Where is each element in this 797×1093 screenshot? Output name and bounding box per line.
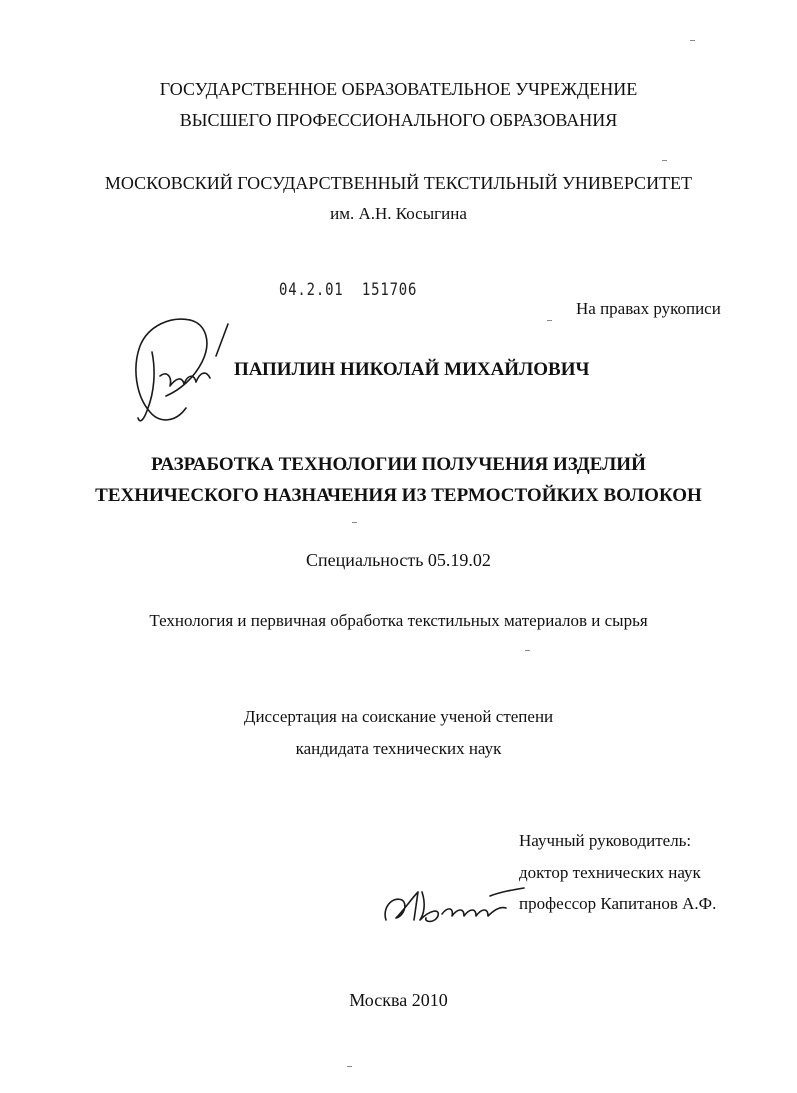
title-line-1: РАЗРАБОТКА ТЕХНОЛОГИИ ПОЛУЧЕНИЯ ИЗДЕЛИЙ	[151, 454, 646, 475]
dissertation-line-1: Диссертация на соискание ученой степени	[243, 707, 554, 726]
stamp-number: 151706	[361, 280, 418, 300]
dissertation-line-2: кандидата технических наук	[295, 739, 502, 758]
supervisor-signature-icon	[378, 880, 528, 932]
place-year: Москва 2010	[349, 990, 448, 1010]
supervisor-name: профессор Капитанов А.Ф.	[519, 894, 717, 913]
university-name: МОСКОВСКИЙ ГОСУДАРСТВЕННЫЙ ТЕКСТИЛЬНЫЙ УНИВЕРСИТЕТ	[104, 173, 693, 193]
scan-speck	[352, 522, 357, 523]
author-name: ПАПИЛИН НИКОЛАЙ МИХАЙЛОВИЧ	[234, 359, 590, 380]
research-field: Технология и первичная обработка текстильных материалов и сырья	[149, 611, 648, 630]
author-signature-icon	[130, 312, 240, 430]
registration-stamp	[279, 280, 417, 300]
header-line-2: ВЫСШЕГО ПРОФЕССИОНАЛЬНОГО ОБРАЗОВАНИЯ	[179, 110, 618, 130]
scan-speck	[690, 40, 695, 41]
title-line-2: ТЕХНИЧЕСКОГО НАЗНАЧЕНИЯ ИЗ ТЕРМОСТОЙКИХ ВОЛОКОН	[95, 485, 702, 506]
scan-speck	[547, 320, 552, 321]
supervisor-label: Научный руководитель:	[519, 831, 692, 850]
specialty: Специальность 05.19.02	[306, 550, 491, 570]
scan-speck	[525, 650, 530, 651]
supervisor-degree: доктор технических наук	[519, 863, 701, 882]
manuscript-note: На правах рукописи	[576, 299, 721, 318]
university-named-after: им. А.Н. Косыгина	[330, 204, 467, 223]
scan-speck	[347, 1066, 352, 1067]
header-line-1: ГОСУДАРСТВЕННОЕ ОБРАЗОВАТЕЛЬНОЕ УЧРЕЖДЕНИЕ	[159, 79, 638, 99]
stamp-date: 04.2.01	[279, 280, 344, 300]
scan-speck	[662, 160, 667, 161]
